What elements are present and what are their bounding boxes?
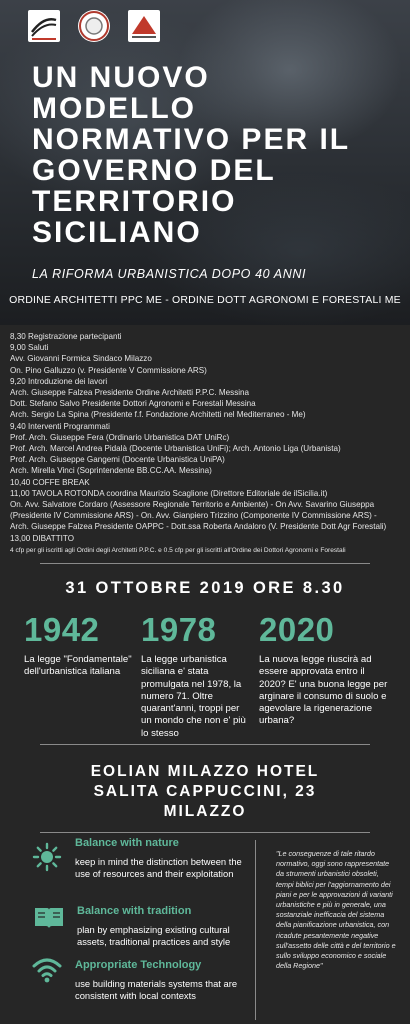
timeline-desc-2020: La nuova legge riuscirà ad essere approvata entro il 2020? E' una buona legge per arginare il consumo di suolo e agevolare la rigenerazione urbana? [259, 654, 388, 727]
hero-banner [0, 0, 410, 325]
venue-line: MILAZZO [163, 803, 247, 820]
title-line: NORMATIVO PER IL [32, 123, 351, 156]
program-line: 11,00 TAVOLA ROTONDA coordina Maurizio Scaglione (Direttore Editoriale de ilSicilia.it) [10, 488, 328, 498]
venue-line: SALITA CAPPUCCINI, 23 [93, 783, 317, 800]
event-date: 31 OTTOBRE 2019 ORE 8.30 [65, 579, 345, 597]
timeline-desc-1942: La legge "Fondamentale" dell'urbanistica italiana [24, 654, 132, 678]
timeline-year-1978: 1978 [141, 611, 217, 648]
program-line: 9,20 Introduzione dei lavori [10, 376, 108, 386]
divider [40, 832, 370, 833]
divider [40, 744, 370, 745]
title-line: UN NUOVO [32, 61, 210, 94]
vertical-divider [255, 840, 256, 1020]
program-line: Avv. Giovanni Formica Sindaco Milazzo [10, 354, 152, 364]
title-line: GOVERNO DEL [32, 154, 276, 187]
agronomi-seal-logo [78, 10, 110, 42]
credits-note: 4 cfp per gli iscritti agli Ordini degli Architetti P.P.C. e 0.5 cfp per gli iscritti all'Ordine dei Dottori Agronomi e Forestali [10, 546, 346, 554]
program-line: Arch. Giuseppe Falzea Presidente Ordine Architetti P.P.C. Messina [10, 388, 250, 398]
program-line: Prof. Arch. Giuseppe Gangemi (Docente Urbanistica UniPA) [10, 455, 225, 465]
fondazione-logo [128, 10, 160, 42]
program-line: Dott. Stefano Salvo Presidente Dottori Agronomi e Forestali Messina [10, 399, 256, 409]
main-title [32, 62, 392, 248]
venue-line: EOLIAN MILAZZO HOTEL [90, 763, 320, 780]
program-line: 9,40 Interventi Programmati [10, 421, 110, 431]
program-line: 10,40 COFFE BREAK [10, 477, 90, 487]
program-line: Arch. Sergio La Spina (Presidente f.f. Fondazione Architetti nel Mediterraneo - Me) [10, 410, 306, 420]
book-icon [33, 904, 65, 935]
program-line: 8,30 Registrazione partecipanti [10, 332, 122, 341]
timeline-desc-1978: La legge urbanistica siciliana e' stata promulgata nel 1978, la numero 71. Oltre quarant'anni, troppi per un mondo che non e' più lo stesso [141, 654, 246, 739]
sun-icon [32, 842, 62, 877]
title-line: SICILIANO [32, 216, 202, 249]
program-line: On. Avv. Salvatore Cordaro (Assessore Regionale Territorio e Ambiente) - On Avv. Savarino Giuseppa [10, 500, 375, 510]
program-line: Arch. Giuseppe Falzea Presidente OAPPC - Dott.ssa Roberta Andaloro (V. Presidente Dott Agr Forestali) [10, 522, 387, 532]
feature-title: Appropriate Technology [75, 959, 202, 971]
program-line: 13,00 DIBATTITO [10, 533, 75, 543]
feature-title: Balance with nature [75, 837, 179, 849]
title-line: MODELLO [32, 92, 196, 125]
feature-title: Balance with tradition [77, 905, 192, 917]
feature-text: use building materials systems that are consistent with local contexts [75, 978, 238, 1002]
program-line: Prof. Arch. Giuseppe Fera (Ordinario Urbanistica DAT UniRc) [10, 432, 230, 442]
wifi-icon [32, 957, 62, 988]
venue-address [0, 762, 410, 822]
feature-text: keep in mind the distinction between the use of resources and their exploitation [75, 856, 242, 880]
timeline-year-2020: 2020 [259, 611, 335, 648]
timeline-year-1942: 1942 [24, 611, 100, 648]
program-line: 9,00 Saluti [10, 343, 49, 353]
program-line: Prof. Arch. Marcel Andrea Pidalà (Docente Urbanistica UniFi); Arch. Antonio Liga (Urbanista) [10, 444, 341, 454]
title-line: TERRITORIO [32, 185, 237, 218]
program-line: Arch. Mirella Vinci (Soprintendente BB.CC.AA. Messina) [10, 466, 212, 476]
quote-text: "Le conseguenze di tale ritardo normativo, oggi sono rappresentate da strumenti urbanistici obsoleti, tempi biblici per l'aggiornamento dei piani e per le approvazioni di varianti urbanistiche e più in generale, una sostanziale inefficacia del sistema della pianificazione urbanistica, con ricadute pesantemente negative sull'assetto delle città e del territorio e sullo sviluppo economico e sociale della Regione" [276, 849, 396, 971]
divider [40, 563, 370, 564]
logo-row [28, 10, 160, 42]
subtitle: LA RIFORMA URBANISTICA DOPO 40 ANNI [32, 267, 307, 281]
architetti-logo [28, 10, 60, 42]
program-line: (Presidente IV Commissione ARS) - On. Avv. Gianpiero Trizzino (Componente IV Commissione ARS) - [10, 511, 377, 521]
feature-text: plan by emphasizing existing cultural assets, traditional practices and style [77, 924, 231, 948]
program-schedule [10, 331, 408, 556]
program-line: On. Pino Galluzzo (v. Presidente V Commissione ARS) [10, 365, 207, 375]
organizers: ORDINE ARCHITETTI PPC ME - ORDINE DOTT AGRONOMI E FORESTALI ME [9, 294, 401, 306]
